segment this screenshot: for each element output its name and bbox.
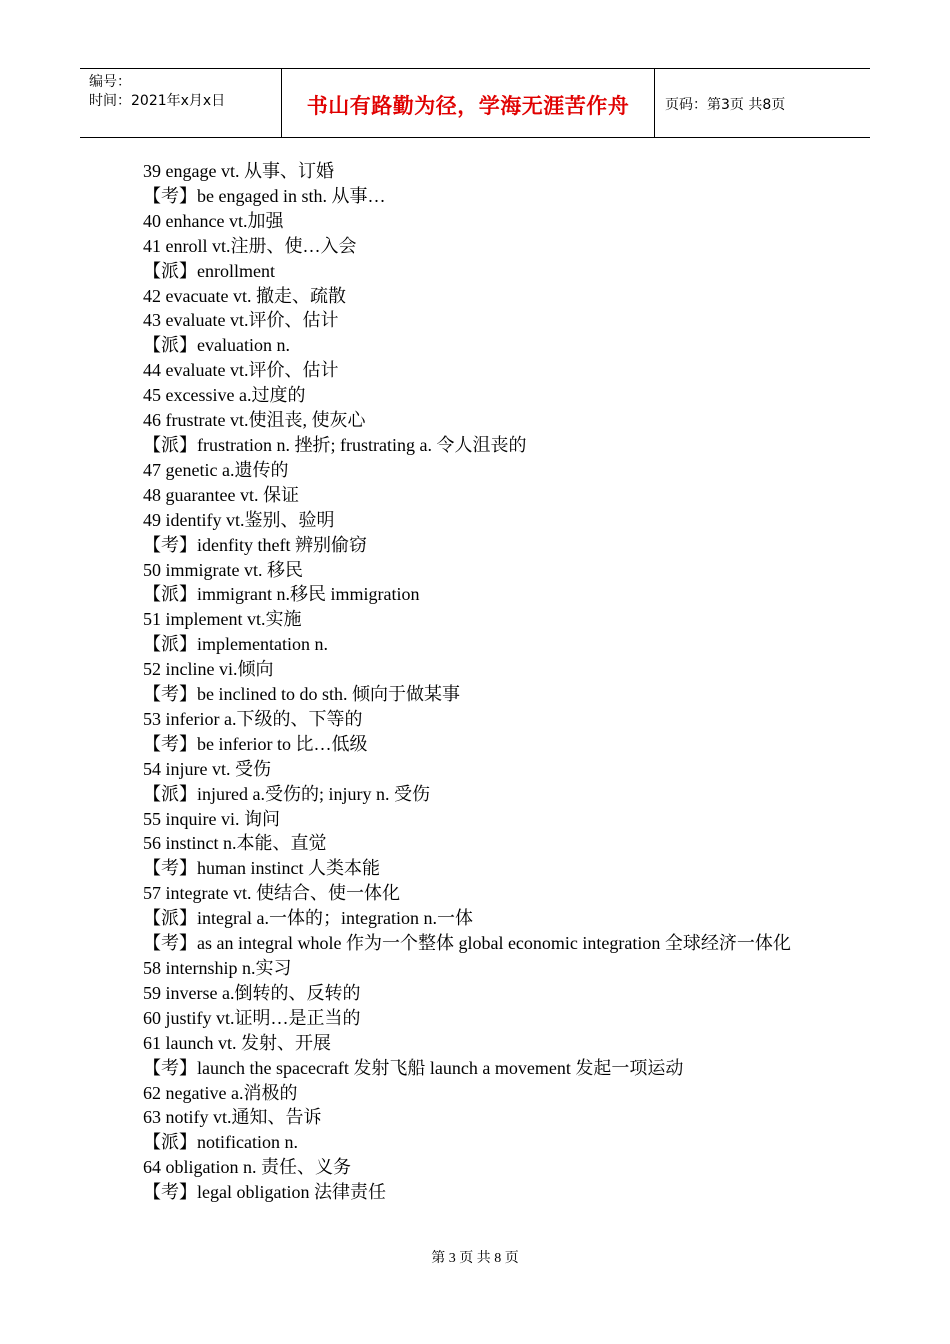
vocab-line: 【考】launch the spacecraft 发射飞船 launch a movement 发起一项运动: [143, 1057, 684, 1078]
vocab-line: 52 incline vi.倾向: [143, 659, 274, 680]
vocab-line: 【考】legal obligation 法律责任: [143, 1182, 386, 1203]
vocab-line: 【考】be inclined to do sth. 倾向于做某事: [143, 684, 460, 705]
vocab-line: 【派】enrollment: [143, 260, 275, 281]
page-footer: 第 3 页 共 8 页: [431, 1251, 519, 1266]
vocab-line: 43 evaluate vt.评价、估计: [143, 310, 339, 331]
vocab-line: 46 frustrate vt.使沮丧, 使灰心: [143, 410, 366, 431]
vocab-line: 【派】integral a.一体的；integration n.一体: [143, 908, 473, 929]
vocab-line: 60 justify vt.证明…是正当的: [143, 1007, 361, 1028]
vocab-line: 48 guarantee vt. 保证: [143, 484, 299, 505]
vocab-line: 64 obligation n. 责任、义务: [143, 1157, 351, 1178]
vocab-line: 47 genetic a.遗传的: [143, 459, 289, 480]
vocab-line: 45 excessive a.过度的: [143, 385, 306, 406]
vocab-line: 【派】notification n.: [143, 1132, 298, 1153]
document-date: 时间：2021年x月x日: [89, 93, 226, 109]
vocab-line: 【考】as an integral whole 作为一个整体 global economic integration 全球经济一体化: [143, 933, 791, 954]
vocab-line: 63 notify vt.通知、告诉: [143, 1107, 322, 1128]
vocab-line: 61 launch vt. 发射、开展: [143, 1032, 331, 1053]
vocab-line: 41 enroll vt.注册、使…入会: [143, 235, 357, 256]
header-meta-cell: [80, 69, 282, 137]
header-page-info: 页码：第3页 共8页: [665, 97, 786, 113]
vocab-line: 【派】immigrant n.移民 immigration: [143, 584, 420, 605]
header-motto: 书山有路勤为径，学海无涯苦作舟: [306, 94, 630, 118]
vocab-line: 53 inferior a.下级的、下等的: [143, 708, 363, 729]
vocab-line: 【考】idenfity theft 辨别偷窃: [143, 534, 367, 555]
page-header: [80, 68, 870, 138]
vocab-line: 【派】implementation n.: [143, 634, 328, 655]
vocab-line: 44 evaluate vt.评价、估计: [143, 360, 339, 381]
vocab-line: 49 identify vt.鉴别、验明: [143, 509, 335, 530]
vocab-line: 59 inverse a.倒转的、反转的: [143, 982, 361, 1003]
vocab-line: 56 instinct n.本能、直觉: [143, 833, 327, 854]
vocab-line: 50 immigrate vt. 移民: [143, 559, 303, 580]
vocab-line: 57 integrate vt. 使结合、使一体化: [143, 883, 400, 904]
vocabulary-list: [143, 159, 823, 1205]
vocab-line: 39 engage vt. 从事、订婚: [143, 161, 334, 181]
vocab-line: 58 internship n.实习: [143, 958, 292, 978]
vocab-line: 51 implement vt.实施: [143, 609, 302, 630]
vocab-line: 42 evacuate vt. 撤走、疏散: [143, 285, 346, 306]
vocab-line: 55 inquire vi. 询问: [143, 808, 280, 829]
document-code-label: 编号：: [89, 74, 131, 90]
vocab-line: 40 enhance vt.加强: [143, 210, 284, 231]
vocab-line: 54 injure vt. 受伤: [143, 758, 271, 779]
vocab-line: 【派】evaluation n.: [143, 335, 290, 356]
vocab-line: 【派】injured a.受伤的; injury n. 受伤: [143, 783, 430, 804]
vocab-line: 62 negative a.消极的: [143, 1082, 298, 1103]
vocab-line: 【派】frustration n. 挫折; frustrating a. 令人沮丧的: [143, 434, 527, 455]
vocab-line: 【考】be inferior to 比…低级: [143, 733, 368, 754]
header-motto-cell: [282, 69, 655, 137]
header-page-cell: [655, 69, 870, 137]
vocab-line: 【考】human instinct 人类本能: [143, 858, 380, 879]
vocab-line: 【考】be engaged in sth. 从事…: [143, 185, 386, 206]
